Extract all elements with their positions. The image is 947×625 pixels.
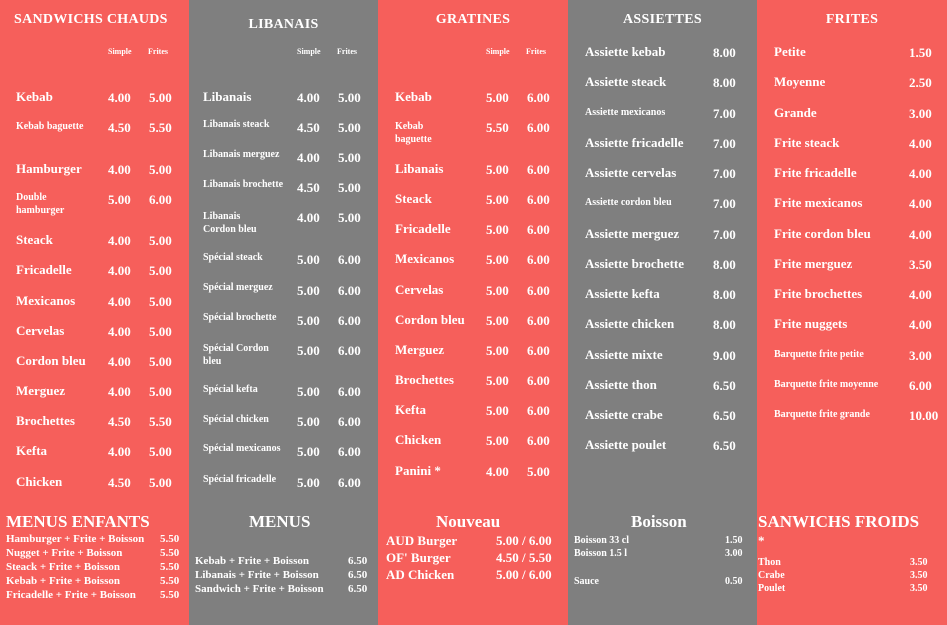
menu-item: Assiette merguez: [585, 226, 680, 241]
menu-item: Hamburger: [16, 161, 82, 176]
panel-title: Boisson: [631, 512, 687, 531]
column-frites: [757, 0, 947, 510]
menu-line: Boisson 1.5 l: [574, 548, 628, 559]
column-gratines: [378, 0, 568, 510]
panel-title: MENUS: [249, 512, 311, 531]
menu-item: Barquette frite grande: [774, 409, 870, 420]
menu-item: Frite steack: [774, 135, 840, 150]
menu-price: 6.50: [348, 555, 368, 567]
price: 6.50: [713, 378, 736, 393]
price-simple: 5.00: [486, 252, 509, 267]
price-simple: 5.00: [297, 283, 320, 298]
price-simple: 5.50: [486, 120, 509, 135]
price: 4.00: [909, 136, 932, 151]
price-simple: 5.00: [486, 343, 509, 358]
price-frites: 5.50: [149, 414, 172, 429]
menu-price: 3.50: [910, 570, 928, 581]
panel-title: SANWICHS FROIDS: [758, 512, 920, 531]
menu-price: 5.00 / 6.00: [496, 533, 552, 548]
menu-item: Moyenne: [774, 74, 826, 89]
price: 9.00: [713, 348, 736, 363]
price-simple: 5.00: [108, 192, 131, 207]
price-frites: 5.00: [149, 444, 172, 459]
menu-item: Kefta: [16, 443, 48, 458]
menu-line: Boisson 33 cl: [574, 535, 630, 546]
menu-item: Steack: [16, 232, 53, 247]
price-simple: 4.00: [486, 464, 509, 479]
price-frites: 6.00: [527, 343, 550, 358]
menu-item: Chicken: [16, 474, 63, 489]
menu-line: Steack + Frite + Boisson: [6, 561, 120, 573]
menu-item: Kebab: [16, 89, 53, 104]
price-frites: 6.00: [338, 283, 361, 298]
price-simple: 5.00: [486, 162, 509, 177]
price: 3.00: [909, 348, 932, 363]
price-simple: 4.00: [108, 324, 131, 339]
menu-price: 5.50: [160, 561, 180, 573]
price: 4.00: [909, 317, 932, 332]
asterisk: *: [758, 533, 765, 548]
menu-item: Assiette fricadelle: [585, 135, 684, 150]
menu-item: Grande: [774, 105, 817, 120]
menu-item: Libanais Cordon bleu: [203, 211, 257, 235]
price-simple: 5.00: [297, 384, 320, 399]
price-simple: 5.00: [297, 343, 320, 358]
menu-line: Crabe: [758, 570, 785, 581]
menu-item: Assiette cervelas: [585, 165, 677, 180]
menu-item: Frite nuggets: [774, 316, 848, 331]
menu-item: Panini *: [395, 463, 441, 478]
menu-line: OF' Burger: [386, 550, 451, 565]
price: 2.50: [909, 75, 932, 90]
price: 1.50: [909, 45, 932, 60]
price: 4.00: [909, 196, 932, 211]
price: 7.00: [713, 227, 736, 242]
price-frites: 5.00: [338, 180, 361, 195]
column-libanais: [189, 0, 378, 510]
menu-item: Cordon bleu: [395, 312, 465, 327]
price-frites: 6.00: [527, 120, 550, 135]
menu-price: 3.50: [910, 557, 928, 568]
menu-line: Libanais + Frite + Boisson: [195, 569, 319, 581]
menu-item: Libanais steack: [203, 119, 270, 130]
price: 8.00: [713, 317, 736, 332]
menu-line: Poulet: [758, 583, 786, 594]
price-simple: 4.00: [297, 150, 320, 165]
price-frites: 5.00: [149, 233, 172, 248]
header-simple: Simple: [486, 47, 510, 56]
price: 8.00: [713, 45, 736, 60]
price-frites: 5.00: [338, 210, 361, 225]
price-simple: 5.00: [486, 90, 509, 105]
price-frites: 5.00: [338, 120, 361, 135]
price-frites: 5.00: [527, 464, 550, 479]
header-frites: Frites: [148, 47, 168, 56]
price-simple: 5.00: [297, 252, 320, 267]
price-frites: 6.00: [527, 433, 550, 448]
menu-item: Assiette crabe: [585, 407, 663, 422]
menu-item: Barquette frite moyenne: [774, 379, 879, 390]
menu-item: Frite cordon bleu: [774, 226, 871, 241]
price-simple: 5.00: [486, 283, 509, 298]
price: 6.50: [713, 438, 736, 453]
menu-item: Cordon bleu: [16, 353, 86, 368]
menu-line: Nugget + Frite + Boisson: [6, 547, 123, 559]
sauce-line: Sauce: [574, 576, 599, 587]
menu-price: 1.50: [725, 535, 743, 546]
price-frites: 6.00: [527, 403, 550, 418]
price: 3.50: [909, 257, 932, 272]
price-frites: 6.00: [338, 414, 361, 429]
menu-item: Kebab baguette: [16, 121, 84, 132]
price-simple: 5.00: [297, 475, 320, 490]
menu-item: Chicken: [395, 432, 442, 447]
header-simple: Simple: [297, 47, 321, 56]
price: 4.00: [909, 166, 932, 181]
price-frites: 6.00: [338, 475, 361, 490]
menu-item: Frite fricadelle: [774, 165, 857, 180]
menu-item: Assiette brochette: [585, 256, 685, 271]
menu-item: Frite brochettes: [774, 286, 863, 301]
menu-line: AD Chicken: [386, 567, 455, 582]
menu-line: Thon: [758, 557, 781, 568]
price-frites: 6.00: [338, 313, 361, 328]
menu-price: 6.50: [348, 583, 368, 595]
menu-line: Kebab + Frite + Boisson: [195, 555, 309, 567]
menu-item: Kebab baguette: [395, 121, 432, 145]
price: 8.00: [713, 75, 736, 90]
price-frites: 5.50: [149, 120, 172, 135]
price-simple: 4.50: [108, 475, 131, 490]
price-simple: 4.50: [297, 180, 320, 195]
price-frites: 6.00: [338, 343, 361, 358]
menu-item: Spécial chicken: [203, 414, 269, 425]
price-simple: 4.50: [108, 414, 131, 429]
menu-item: Kebab: [395, 89, 432, 104]
menu-line: Sandwich + Frite + Boisson: [195, 583, 324, 595]
menu-item: Spécial steack: [203, 252, 263, 263]
menu-item: Frite mexicanos: [774, 195, 863, 210]
header-frites: Frites: [337, 47, 357, 56]
price-simple: 5.00: [486, 222, 509, 237]
menu-item: Merguez: [16, 383, 66, 398]
column-assiettes: [568, 0, 757, 510]
menu-price: 5.00 / 6.00: [496, 567, 552, 582]
column-title: SANDWICHS CHAUDS: [14, 12, 168, 27]
menu-item: Fricadelle: [395, 221, 451, 236]
price-simple: 4.00: [108, 384, 131, 399]
price-frites: 5.00: [338, 90, 361, 105]
menu-item: Double hamburger: [16, 192, 65, 216]
header-simple: Simple: [108, 47, 132, 56]
column-title: ASSIETTES: [623, 12, 702, 27]
price: 4.00: [909, 287, 932, 302]
menu-item: Assiette poulet: [585, 437, 667, 452]
price: 7.00: [713, 166, 736, 181]
price-simple: 5.00: [297, 444, 320, 459]
menu-item: Assiette thon: [585, 377, 657, 392]
menu-item: Spécial kefta: [203, 384, 258, 395]
menu-item: Assiette kefta: [585, 286, 660, 301]
menu-item: Brochettes: [16, 413, 75, 428]
column-title: GRATINES: [435, 12, 511, 27]
price: 6.50: [713, 408, 736, 423]
price-frites: 6.00: [527, 283, 550, 298]
menu-price: 5.50: [160, 589, 180, 601]
menu-item: Cervelas: [395, 282, 444, 297]
price-frites: 6.00: [149, 192, 172, 207]
menu-item: Cervelas: [16, 323, 65, 338]
price-simple: 4.00: [297, 210, 320, 225]
menu-item: Steack: [395, 191, 432, 206]
menu-item: Libanais brochette: [203, 179, 284, 190]
price-simple: 4.00: [108, 263, 131, 278]
menu-item: Brochettes: [395, 372, 454, 387]
price-frites: 5.00: [149, 90, 172, 105]
menu-price: 3.50: [910, 583, 928, 594]
price-simple: 5.00: [486, 313, 509, 328]
price-frites: 6.00: [338, 252, 361, 267]
price-frites: 6.00: [527, 313, 550, 328]
menu-price: 3.00: [725, 548, 743, 559]
price: 6.00: [909, 378, 932, 393]
price-simple: 4.00: [108, 233, 131, 248]
price: 3.00: [909, 106, 932, 121]
panel-title: Nouveau: [436, 512, 501, 531]
menu-line: AUD Burger: [386, 533, 458, 548]
panel-nouveau: [378, 510, 568, 625]
price-simple: 4.00: [108, 294, 131, 309]
price-frites: 6.00: [527, 162, 550, 177]
sauce-price: 0.50: [725, 576, 743, 587]
menu-item: Merguez: [395, 342, 445, 357]
menu-item: Frite merguez: [774, 256, 853, 271]
menu-item: Assiette steack: [585, 74, 667, 89]
price-frites: 5.00: [149, 475, 172, 490]
panel-sandwichs-froids: [757, 510, 947, 625]
menu-item: Libanais: [395, 161, 444, 176]
price-simple: 4.00: [297, 90, 320, 105]
price-simple: 4.50: [108, 120, 131, 135]
column-title: FRITES: [825, 12, 879, 27]
menu-item: Spécial mexicanos: [203, 443, 281, 454]
menu-item: Assiette mexicanos: [585, 107, 666, 118]
menu-line: Fricadelle + Frite + Boisson: [6, 589, 136, 601]
panel-menus-enfants: [0, 510, 189, 625]
price-frites: 5.00: [149, 354, 172, 369]
price: 4.00: [909, 227, 932, 242]
price-simple: 4.00: [108, 162, 131, 177]
price-frites: 5.00: [149, 384, 172, 399]
price-frites: 6.00: [527, 192, 550, 207]
panel-menus: [189, 510, 378, 625]
price-simple: 4.00: [108, 354, 131, 369]
price-frites: 5.00: [149, 263, 172, 278]
menu-price: 5.50: [160, 533, 180, 545]
price-simple: 5.00: [486, 433, 509, 448]
menu-item: Assiette chicken: [585, 316, 675, 331]
price-simple: 4.50: [297, 120, 320, 135]
column-sandwichs-chauds: [0, 0, 189, 510]
menu-price: 5.50: [160, 547, 180, 559]
menu-item: Kefta: [395, 402, 427, 417]
price-frites: 6.00: [338, 384, 361, 399]
price-frites: 5.00: [149, 294, 172, 309]
menu-item: Petite: [774, 44, 806, 59]
price-simple: 5.00: [297, 414, 320, 429]
price-simple: 5.00: [486, 403, 509, 418]
column-title: LIBANAIS: [248, 17, 319, 32]
price-frites: 5.00: [149, 324, 172, 339]
panel-title: MENUS ENFANTS: [6, 512, 150, 531]
price: 7.00: [713, 106, 736, 121]
menu-line: Kebab + Frite + Boisson: [6, 575, 120, 587]
price-simple: 5.00: [486, 373, 509, 388]
price: 7.00: [713, 196, 736, 211]
menu-item: Assiette kebab: [585, 44, 666, 59]
price-simple: 5.00: [297, 313, 320, 328]
price-frites: 5.00: [338, 150, 361, 165]
price-simple: 5.00: [486, 192, 509, 207]
menu-item: Mexicanos: [16, 293, 76, 308]
header-frites: Frites: [526, 47, 546, 56]
menu-item: Mexicanos: [395, 251, 455, 266]
price-frites: 6.00: [527, 373, 550, 388]
price: 10.00: [909, 408, 939, 423]
price: 8.00: [713, 287, 736, 302]
menu-item: Spécial brochette: [203, 312, 277, 323]
menu-item: Fricadelle: [16, 262, 72, 277]
menu-item: Libanais merguez: [203, 149, 280, 160]
menu-price: 4.50 / 5.50: [496, 550, 552, 565]
price-simple: 4.00: [108, 444, 131, 459]
menu-item: Spécial Cordon bleu: [203, 343, 269, 367]
menu-line: Hamburger + Frite + Boisson: [6, 533, 145, 545]
menu-item: Spécial fricadelle: [203, 474, 277, 485]
menu-item: Assiette cordon bleu: [585, 197, 672, 208]
price-frites: 6.00: [338, 444, 361, 459]
price-frites: 6.00: [527, 252, 550, 267]
menu-item: Spécial merguez: [203, 282, 273, 293]
price: 7.00: [713, 136, 736, 151]
price-frites: 5.00: [149, 162, 172, 177]
price: 8.00: [713, 257, 736, 272]
price-frites: 6.00: [527, 90, 550, 105]
panel-boisson: [568, 510, 757, 625]
price-frites: 6.00: [527, 222, 550, 237]
menu-item: Assiette mixte: [585, 347, 663, 362]
price-simple: 4.00: [108, 90, 131, 105]
menu-price: 6.50: [348, 569, 368, 581]
menu-item: Barquette frite petite: [774, 349, 864, 360]
menu-item: Libanais: [203, 89, 252, 104]
menu-price: 5.50: [160, 575, 180, 587]
